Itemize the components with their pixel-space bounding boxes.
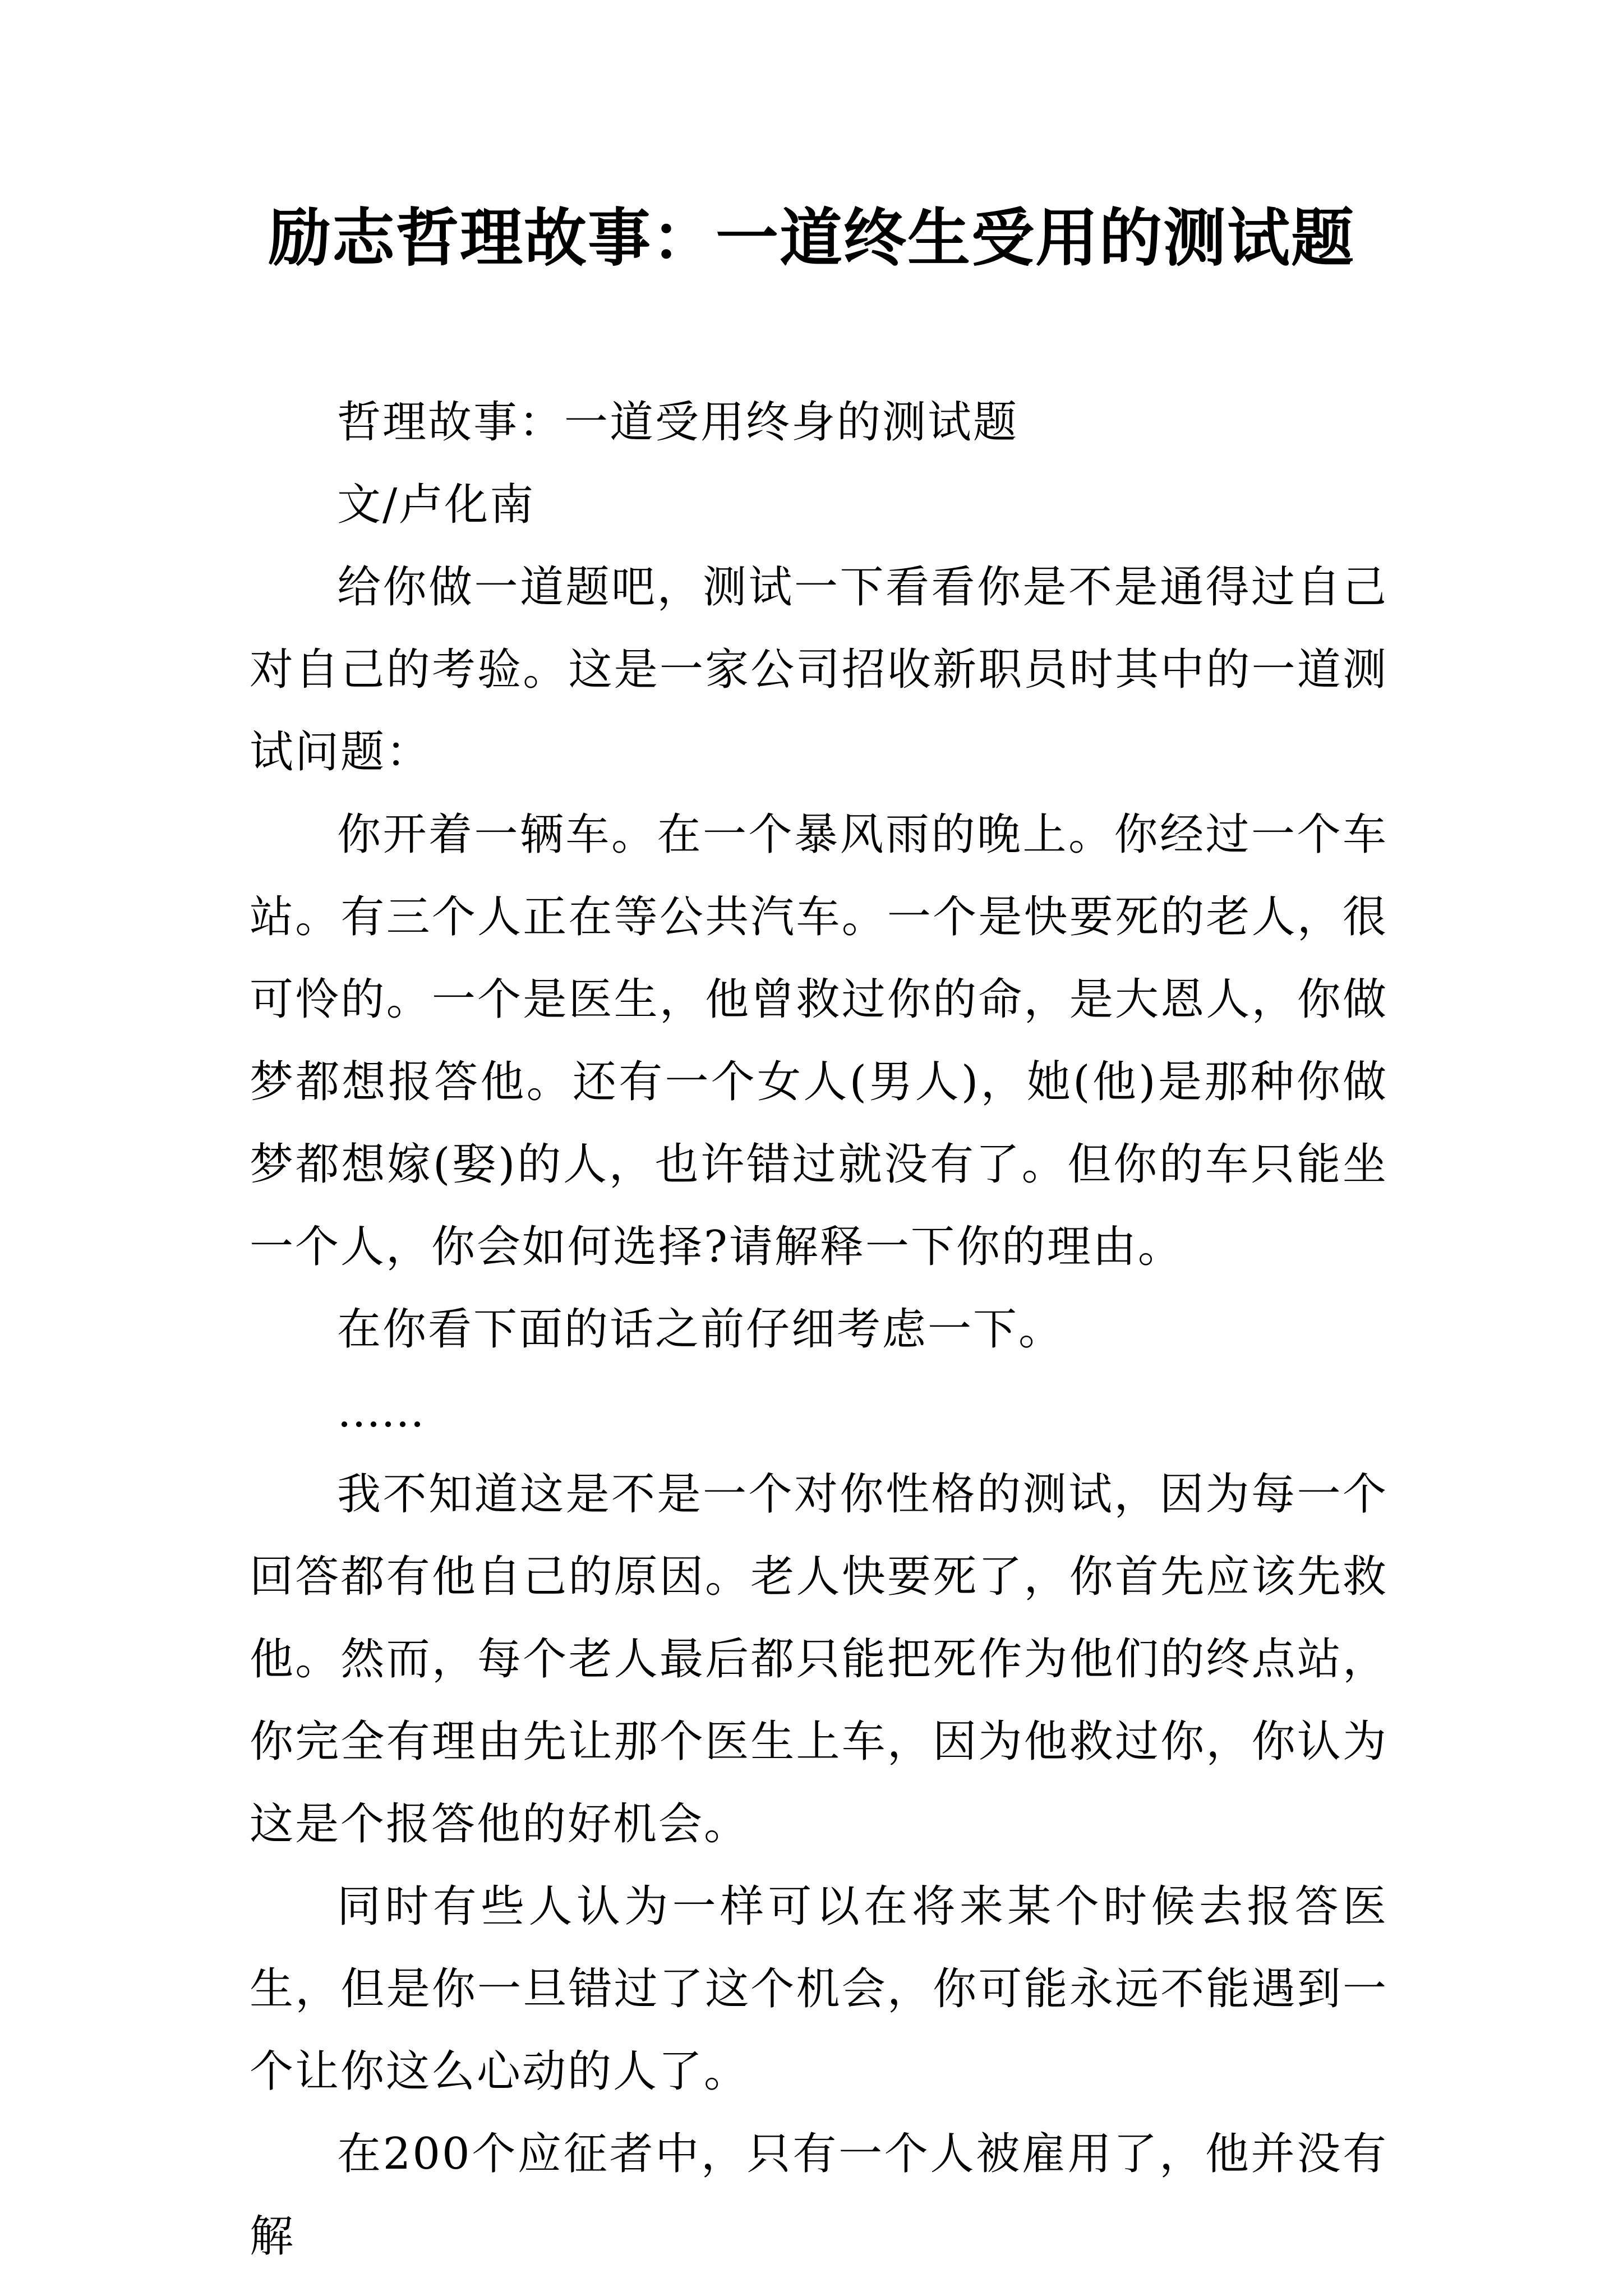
paragraph-ellipsis: …… xyxy=(337,1387,425,1437)
paragraph-intro: 给你做一道题吧，测试一下看看你是不是通得过自己对自己的考验。这是一家公司招收新职员时其中的一道测试问题： xyxy=(250,562,1388,777)
paragraph-question: 你开着一辆车。在一个暴风雨的晚上。你经过一个车站。有三个人正在等公共汽车。一个是快要死的老人，很可怜的。一个是医生，他曾救过你的命，是大恩人，你做梦都想报答他。还有一个女人(男人)，她(他)是那种你做梦都想嫁(娶)的人，也许错过就没有了。但你的车只能坐一个人，你会如何选择?请解释一下你的理由。 xyxy=(250,809,1388,1272)
paragraph-author: 文/卢化南 xyxy=(337,480,536,530)
paragraph-result: 在200个应征者中，只有一个人被雇用了，他并没有解 xyxy=(250,2129,1388,2262)
paragraph-think: 在你看下面的话之前仔细考虑一下。 xyxy=(337,1304,1064,1355)
paragraph-analysis: 我不知道这是不是一个对你性格的测试，因为每一个回答都有他自己的原因。老人快要死了，你首先应该先救他。然而，每个老人最后都只能把死作为他们的终点站，你完全有理由先让那个医生上车，因为他救过你，你认为这是个报答他的好机会。 xyxy=(250,1469,1388,1849)
paragraph-alternative: 同时有些人认为一样可以在将来某个时候去报答医生，但是你一旦错过了这个机会，你可能永远不能遇到一个让你这么心动的人了。 xyxy=(250,1881,1388,2097)
paragraph-subtitle: 哲理故事：一道受用终身的测试题 xyxy=(337,397,1019,448)
document-title: 励志哲理故事：一道终生受用的测试题 xyxy=(268,201,1355,275)
document-body xyxy=(250,381,1388,2278)
